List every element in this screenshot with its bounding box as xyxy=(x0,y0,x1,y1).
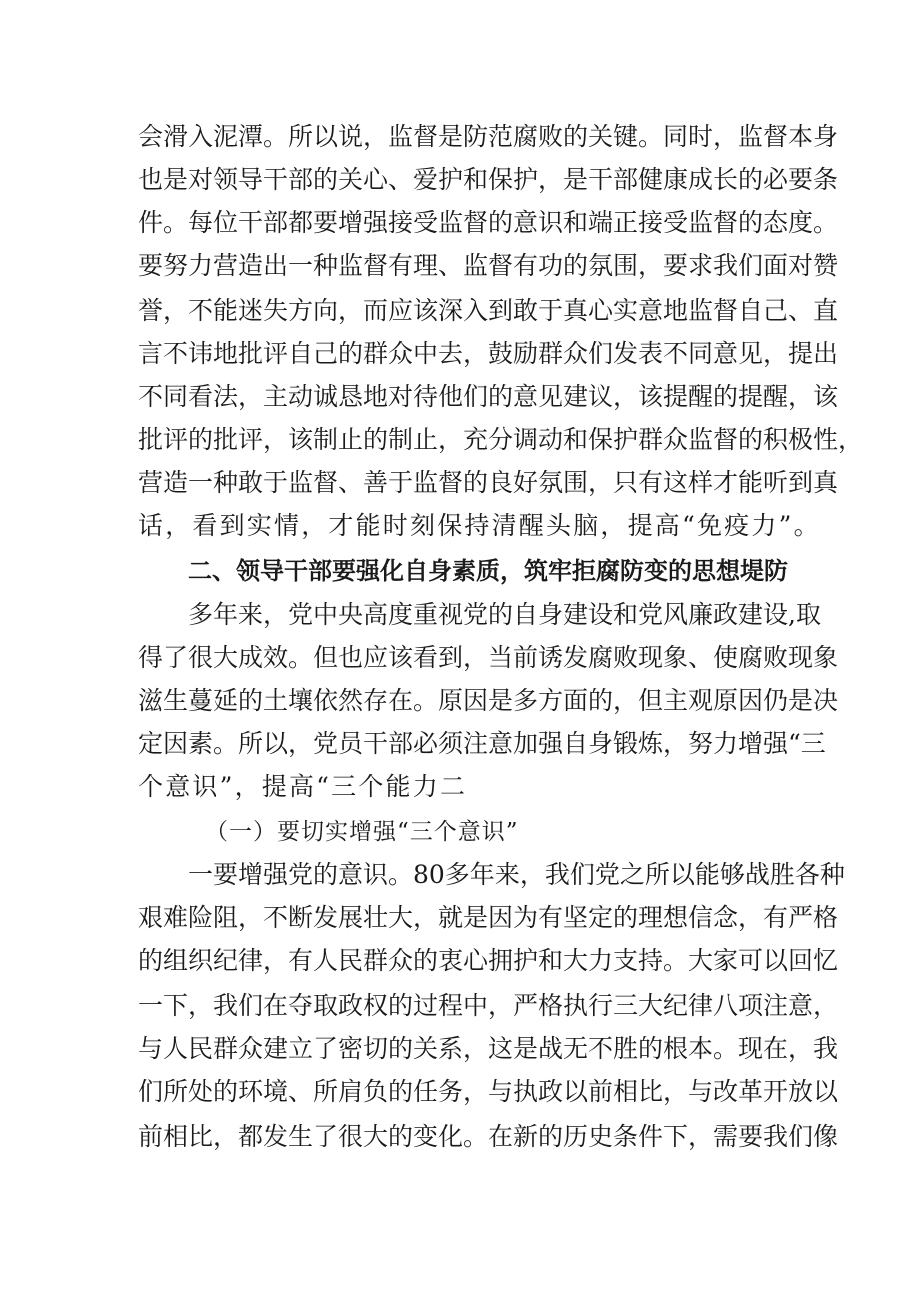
paragraph-line: 一下，我们在夺取政权的过程中，严格执行三大纪律八项注意， xyxy=(138,991,839,1020)
paragraph-line: 滋生蔓延的土壤依然存在。原因是多方面的，但主观原因仍是决 xyxy=(138,686,839,715)
paragraph-line: 批评的批评，该制止的制止，充分调动和保护群众监督的积极性， xyxy=(138,425,864,454)
paragraph-line: 也是对领导干部的关心、爱护和保护，是干部健康成长的必要条 xyxy=(138,165,839,194)
section-heading: 二、领导干部要强化自身素质，筑牢拒腐防变的思想堤防 xyxy=(188,557,788,585)
paragraph-line: 艰难险阻，不断发展壮大，就是因为有坚定的理想信念，有严格 xyxy=(138,903,839,932)
paragraph-line: 得了很大成效。但也应该看到，当前诱发腐败现象、使腐败现象 xyxy=(138,643,839,672)
paragraph-line: 前相比，都发生了很大的变化。在新的历史条件下，需要我们像 xyxy=(138,1122,839,1151)
paragraph-line: 与人民群众建立了密切的关系，这是战无不胜的根本。现在，我 xyxy=(138,1034,839,1063)
paragraph-line: 话，看到实情，才能时刻保持清醒头脑，提高“免疫力”。 xyxy=(138,511,821,540)
paragraph-line: 言不讳地批评自己的群众中去，鼓励群众们发表不同意见，提出 xyxy=(138,339,839,368)
paragraph-line: 定因素。所以，党员干部必须注意加强自身锻炼，努力增强“三 xyxy=(138,729,826,758)
paragraph-line: 会滑入泥潭。所以说，监督是防范腐败的关键。同时，监督本身 xyxy=(138,122,839,151)
paragraph-line: 个意识”，提高“三个能力二 xyxy=(138,772,468,801)
paragraph-line: 件。每位干部都要增强接受监督的意识和端正接受监督的态度。 xyxy=(138,208,839,237)
paragraph-line: 的组织纪律，有人民群众的衷心拥护和大力支持。大家可以回忆 xyxy=(138,946,839,975)
paragraph-line: 一要增强党的意识。80多年来，我们党之所以能够战胜各种 xyxy=(188,860,845,889)
paragraph-line: 们所处的环境、所肩负的任务，与执政以前相比，与改革开放以 xyxy=(138,1077,839,1106)
paragraph-line: 誉，不能迷失方向，而应该深入到敢于真心实意地监督自己、直 xyxy=(138,296,839,325)
subsection-heading: （一）要切实增强“三个意识” xyxy=(205,819,519,845)
paragraph-line: 多年来，党中央高度重视党的自身建设和党风廉政建设,取 xyxy=(188,600,821,629)
paragraph-line: 不同看法，主动诚恳地对待他们的意见建议，该提醒的提醒，该 xyxy=(138,382,839,411)
paragraph-line: 要努力营造出一种监督有理、监督有功的氛围，要求我们面对赞 xyxy=(138,251,839,280)
paragraph-line: 营造一种敢于监督、善于监督的良好氛围，只有这样才能听到真 xyxy=(138,468,839,497)
